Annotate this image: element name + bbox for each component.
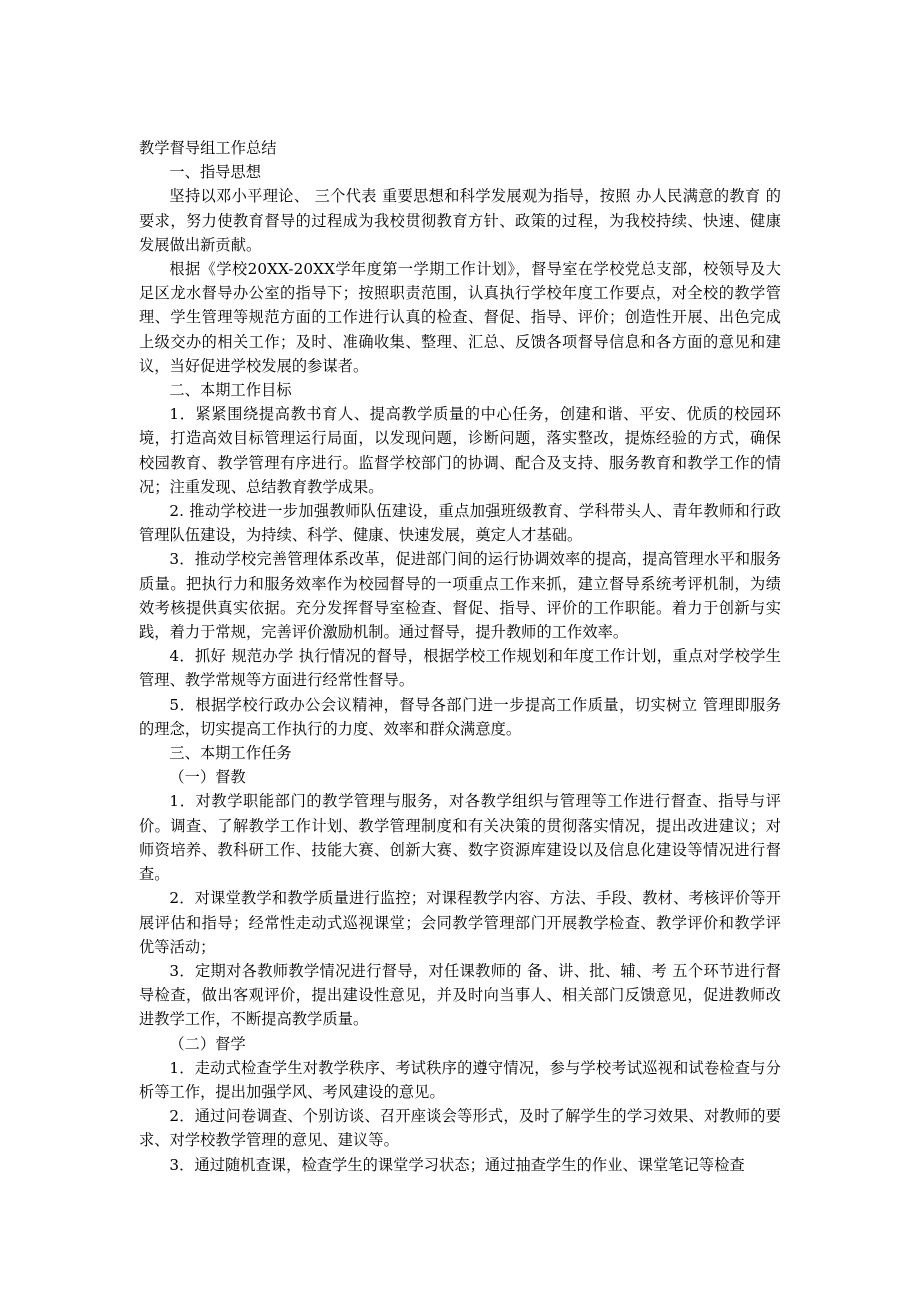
paragraph: 5．根据学校行政办公会议精神，督导各部门进一步提高工作质量，切实树立 管理即服务 的理念，切实提高工作执行的力度、效率和群众满意度。 xyxy=(139,695,781,738)
section-heading-goals: 二、本期工作目标 xyxy=(169,381,292,400)
subsection-heading-supervise-teaching: （一）督教 xyxy=(169,768,246,787)
paragraph: 根据《学校20XX-20XX学年度第一学期工作计划》，督导室在学校党总支部，校领导及大足区龙水督导办公室的指导下；按照职责范围，认真执行学校年度工作要点，对全校的教学管理、学生管理等规范方面的工作进行认真的检查、督促、指导、评价；创造性开展、出色完成上级交办的相关工作；及时、准确收集、整理、汇总、反馈各项督导信息和各方面的意见和建议，当好促进学校发展的参谋者。 xyxy=(139,260,781,375)
subsection-heading-supervise-learning: （二）督学 xyxy=(169,1034,246,1053)
section-heading-tasks: 三、本期工作任务 xyxy=(169,744,292,763)
paragraph: 1．紧紧围绕提高教书育人、提高教学质量的中心任务，创建和谐、平安、优质的校园环境，打造高效目标管理运行局面，以发现问题，诊断问题，落实整改，提炼经验的方式，确保校园教育、教学管理有序进行。监督学校部门的协调、配合及支持、服务教育和教学工作的情况；注重发现、总结教育教学成果。 xyxy=(139,405,781,496)
paragraph: 4．抓好 规范办学 执行情况的督导，根据学校工作规划和年度工作计划，重点对学校学生管理、教学常规等方面进行经常性督导。 xyxy=(139,647,781,690)
document-title: 教学督导组工作总结 xyxy=(139,139,277,157)
paragraph: 1．走动式检查学生对教学秩序、考试秩序的遵守情况，参与学校考试巡视和试卷检查与分析等工作，提出加强学风、考风建设的意见。 xyxy=(139,1058,781,1101)
paragraph: 3．推动学校完善管理体系改革，促进部门间的运行协调效率的提高，提高管理水平和服务质量。把执行力和服务效率作为校园督导的一项重点工作来抓，建立督导系统考评机制，为绩效考核提供真实依据。充分发挥督导室检查、督促、指导、评价的工作职能。着力于创新与实践，着力于常规，完善评价激励机制。通过督导，提升教师的工作效率。 xyxy=(139,550,781,642)
paragraph: 3．定期对各教师教学情况进行督导，对任课教师的 备、讲、批、辅、考 五个环节进行督导检查，做出客观评价，提出建设性意见，并及时向当事人、相关部门反馈意见，促进教师改进教学工作，不断提高教学质量。 xyxy=(139,961,781,1029)
paragraph: 2．对课堂教学和教学质量进行监控；对课程教学内容、方法、手段、教材、考核评价等开展评估和指导；经常性走动式巡视课堂；会同教学管理部门开展教学检查、教学评价和教学评优等活动； xyxy=(139,889,781,956)
paragraph: 2．通过问卷调查、个别访谈、召开座谈会等形式，及时了解学生的学习效果、对教师的要求、对学校教学管理的意见、建议等。 xyxy=(139,1107,781,1150)
section-heading-guiding-thought: 一、指导思想 xyxy=(169,163,262,182)
paragraph: 2. 推动学校进一步加强教师队伍建设，重点加强班级教育、学科带头人、青年教师和行政管理队伍建设，为持续、科学、健康、快速发展，奠定人才基础。 xyxy=(139,502,781,545)
paragraph: 1．对教学职能部门的教学管理与服务，对各教学组织与管理等工作进行督查、指导与评价。调查、了解教学工作计划、教学管理制度和有关决策的贯彻落实情况，提出改进建议；对师资培养、教科研工作、技能大赛、创新大赛、数字资源库建设以及信息化建设等情况进行督查。 xyxy=(139,792,781,884)
paragraph: 3．通过随机查课，检查学生的课堂学习状态；通过抽查学生的作业、课堂笔记等检查 xyxy=(169,1155,745,1174)
document-body xyxy=(139,136,781,1177)
paragraph: 坚持以邓小平理论、 三个代表 重要思想和科学发展观为指导，按照 办人民满意的教育 的要求，努力使教育督导的过程成为我校贯彻教育方针、政策的过程，为我校持续、快速、健康发展做出新贡献。 xyxy=(139,187,781,254)
